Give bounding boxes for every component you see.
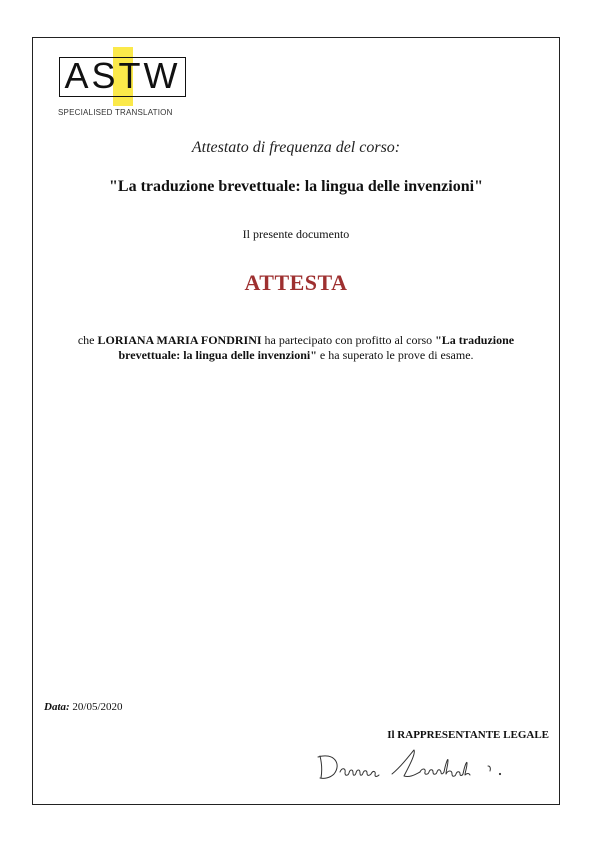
participant-name: LORIANA MARIA FONDRINI: [97, 333, 262, 347]
date-value: 20/05/2020: [69, 701, 123, 713]
body-course: "La traduzione brevettuale: la lingua delle invenzioni": [118, 333, 515, 362]
attesta-heading: ATTESTA: [244, 270, 348, 295]
astw-logo: [56, 47, 196, 119]
logo-tagline: SPECIALISED TRANSLATION: [58, 108, 173, 117]
date-line: [44, 701, 123, 713]
body-prefix: che: [77, 333, 98, 347]
legal-representative-label: Il RAPPRESENTANTE LEGALE: [387, 729, 549, 741]
course-title: "La traduzione brevettuale: la lingua delle invenzioni": [109, 178, 483, 195]
body-suffix: e ha superato le prove di esame.: [316, 348, 474, 362]
certificate-body: [48, 333, 544, 363]
logo-letters: ASTW: [64, 55, 181, 96]
handwritten-signature: [312, 744, 542, 784]
body-middle: ha partecipato con profitto al corso: [261, 333, 436, 347]
intro-text: Il presente documento: [242, 227, 350, 241]
date-label: Data:: [44, 701, 70, 713]
certificate-subtitle: Attestato di frequenza del corso:: [191, 139, 401, 156]
